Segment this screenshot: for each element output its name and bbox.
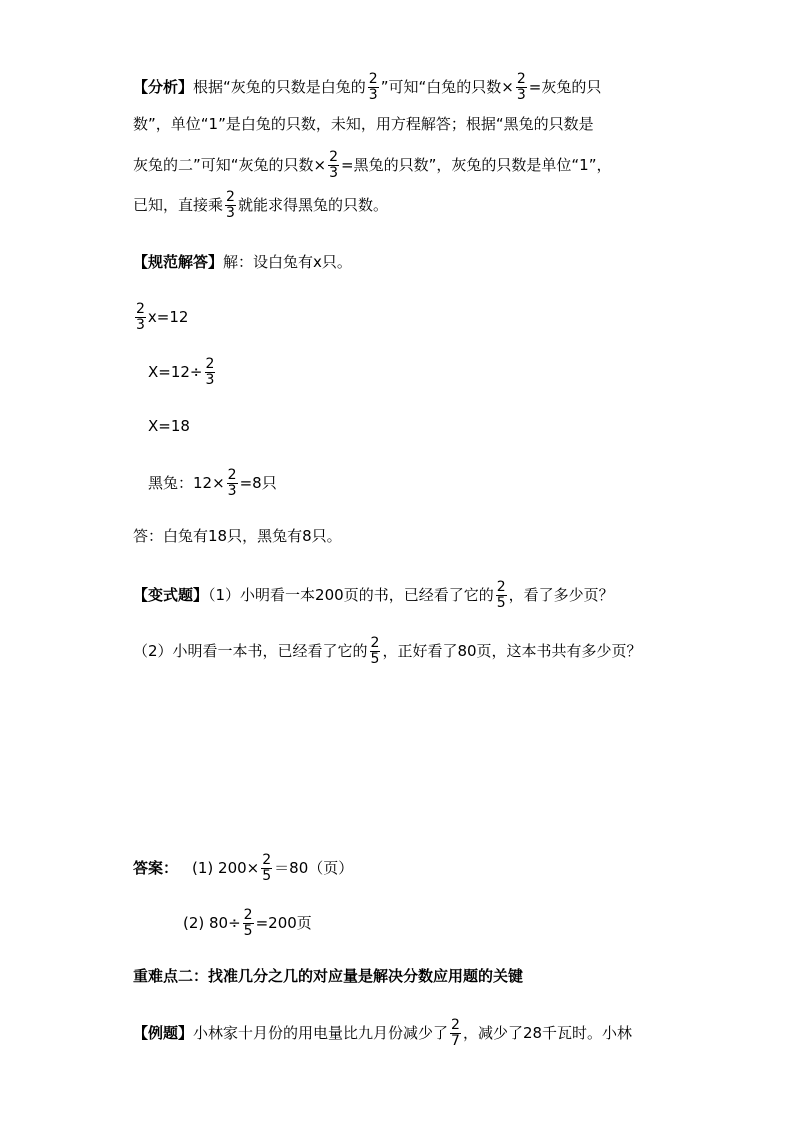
solution-intro [133, 252, 352, 272]
analysis-text: 根据“灰兔的只数是白兔的 [193, 78, 366, 96]
example-line [133, 1018, 632, 1049]
equation-2 [148, 357, 217, 388]
analysis-label: 【分析】 [133, 78, 194, 96]
analysis-text: 已知，直接乘 [133, 196, 224, 214]
fraction-two-thirds: $\frac{2}{3}$ [205, 356, 215, 388]
analysis-text: =黑兔的只数”，灰兔的只数是单位“1”， [341, 156, 612, 174]
fraction-two-thirds: $\frac{2}{3}$ [227, 467, 237, 499]
key-point-heading: 重难点二：找准几分之几的对应量是解决分数应用题的关键 [133, 967, 524, 985]
analysis-line-3 [133, 150, 611, 181]
equation-text: X=12÷ [148, 363, 203, 381]
variant-text: ，正好看了80页，这本书共有多少页？ [382, 642, 642, 660]
example-text: 小林家十月份的用电量比九月份减少了 [193, 1024, 449, 1042]
solution-label: 【规范解答】 [133, 253, 224, 271]
variant-text: ，看了多少页？ [508, 586, 614, 604]
answer-text: (2) 80÷ [183, 914, 241, 932]
fraction-two-thirds: $\frac{2}{3}$ [329, 149, 339, 181]
analysis-line-4 [133, 190, 388, 221]
answer-text: =200页 [255, 914, 312, 932]
fraction-two-fifths: $\frac{2}{5}$ [243, 907, 253, 939]
analysis-text: 就能求得黑兔的只数。 [237, 196, 388, 214]
answer-2 [183, 908, 312, 939]
fraction-two-thirds: $\frac{2}{3}$ [136, 301, 145, 333]
solution-intro-text: 解：设白兔有x只。 [223, 253, 352, 271]
equation-text: 黑兔：12× [148, 474, 225, 492]
analysis-line-2: 数”，单位“1”是白兔的只数，未知，用方程解答；根据“黑兔的只数是 [133, 115, 594, 133]
equation-4 [148, 468, 277, 499]
variant-text: （1）小明看一本200页的书，已经看了它的 [208, 586, 494, 604]
variant-text: （2）小明看一本书，已经看了它的 [133, 642, 368, 660]
fraction-two-fifths: $\frac{2}{5}$ [262, 852, 272, 884]
variant-question-1 [133, 580, 614, 611]
fraction-two-fifths: $\frac{2}{5}$ [370, 635, 380, 667]
equation-text: =8只 [239, 474, 277, 492]
variant-label: 【变式题】 [133, 586, 209, 604]
fraction-two-fifths: $\frac{2}{5}$ [496, 579, 506, 611]
example-label: 【例题】 [133, 1024, 194, 1042]
equation-3: X=18 [148, 417, 190, 435]
answers-label: 答案： [133, 859, 179, 877]
fraction-two-thirds: $\frac{2}{3}$ [516, 71, 526, 103]
answer-text: (1) 200× [192, 859, 260, 877]
fraction-two-thirds: $\frac{2}{3}$ [226, 189, 235, 221]
equation-text: x=12 [147, 308, 189, 326]
equation-1 [133, 302, 188, 333]
answer-1 [133, 853, 353, 884]
fraction-two-thirds: $\frac{2}{3}$ [368, 71, 378, 103]
variant-question-2 [133, 636, 642, 667]
analysis-text: 灰兔的二”可知“灰兔的只数× [133, 156, 327, 174]
answer-text: ＝80（页） [274, 859, 354, 877]
analysis-text: =灰兔的只 [528, 78, 602, 96]
analysis-text: ”可知“白兔的只数× [380, 78, 514, 96]
example-text: ，减少了28千瓦时。小林 [462, 1024, 633, 1042]
solution-answer: 答：白兔有18只，黑兔有8只。 [133, 527, 342, 545]
fraction-two-sevenths: $\frac{2}{7}$ [451, 1017, 460, 1049]
analysis-line-1 [133, 72, 601, 103]
